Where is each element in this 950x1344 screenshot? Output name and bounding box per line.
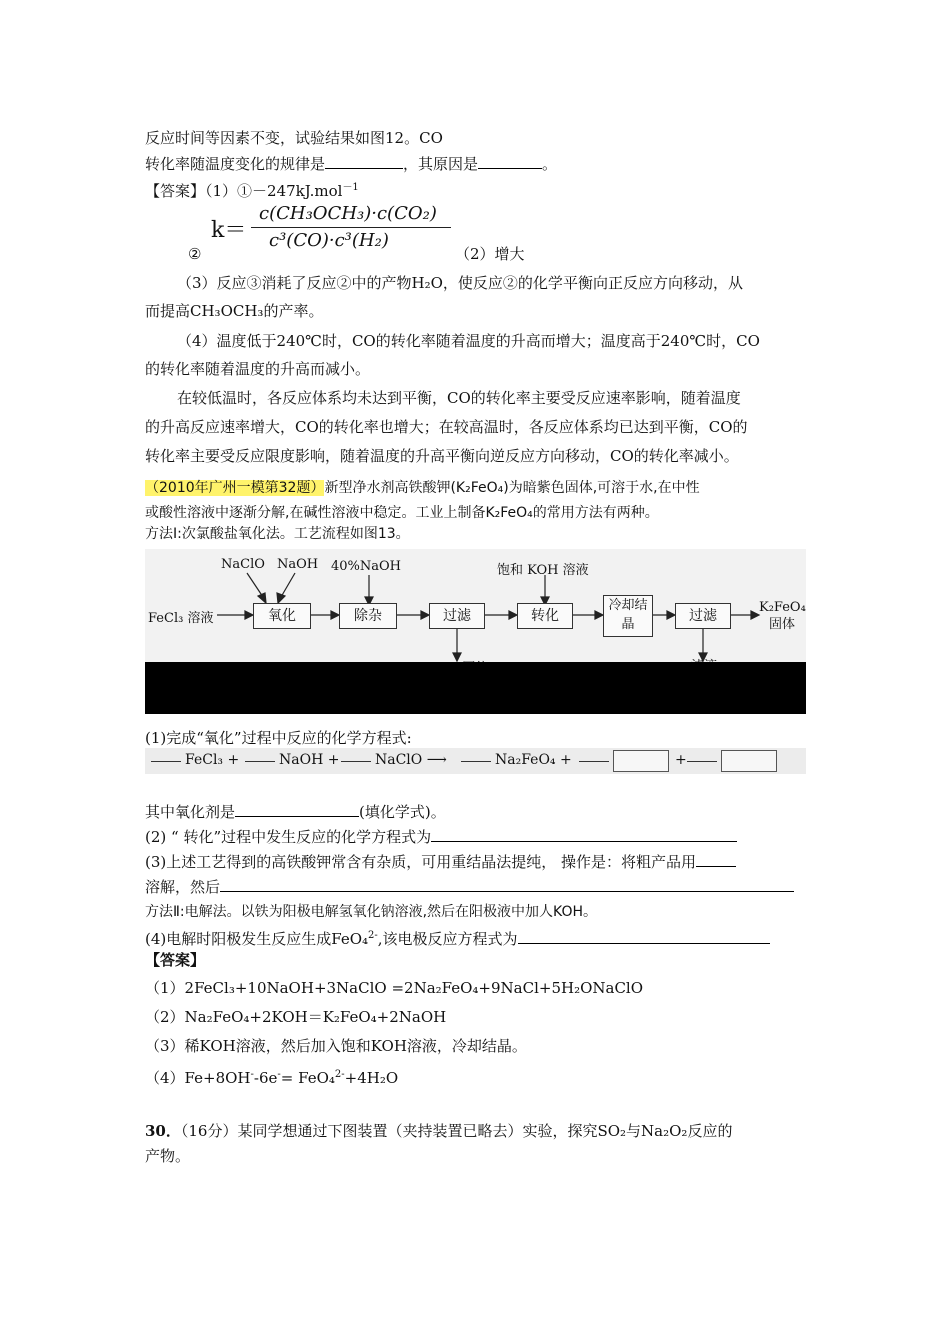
question-30-line-1 <box>145 1121 732 1141</box>
para-3a: （3）反应③消耗了反应②中的产物H₂O，使反应②的化学平衡向正反应方向移动，从 <box>177 274 743 292</box>
coef-blank-3 <box>341 761 371 762</box>
answer-4-sup-1: - <box>250 1069 254 1080</box>
oxidant-line <box>145 802 446 822</box>
sub-question-3b <box>145 877 794 897</box>
para-4a: （4）温度低于240℃时，CO的转化率随着温度的升高而增大；温度高于240℃时，CO <box>177 332 760 350</box>
sub-question-1: (1)完成“氧化”过程中反应的化学方程式: <box>145 729 412 747</box>
solvent-blank[interactable] <box>696 852 736 867</box>
answer-4-b: -6e <box>253 1069 278 1087</box>
k-expression <box>211 203 451 253</box>
answer-4-d: +4H₂O <box>344 1069 399 1087</box>
para-5a: 在较低温时，各反应体系均未达到平衡，CO的转化率主要受反应速率影响，随着温度 <box>177 389 741 407</box>
step-filter-2: 过滤 <box>675 603 731 629</box>
oxidant-text-b: (填化学式)。 <box>359 803 446 821</box>
eq-plus: + <box>675 752 687 768</box>
answers-heading: 【答案】 <box>145 951 206 969</box>
para-5b: 的升高反应速率增大，CO的转化率也增大；在较高温时，各反应体系均已达到平衡，CO的 <box>145 418 748 436</box>
oxidant-text-a: 其中氧化剂是 <box>145 803 236 821</box>
eq-term-fecl3: FeCl₃ + <box>185 752 240 768</box>
answer-4-a: （4）Fe+8OH <box>145 1069 251 1087</box>
electrode-blank[interactable] <box>518 929 770 944</box>
sub-question-4-sup: 2- <box>368 930 378 941</box>
answer-2-mark: ② <box>188 245 202 263</box>
sub-question-3b-text: 溶解，然后 <box>145 878 221 896</box>
answer-2-tail: （2）增大 <box>455 245 525 263</box>
procedure-blank[interactable] <box>220 877 794 892</box>
line-2-text-a: 转化率随温度变化的规律是 <box>145 155 326 173</box>
para-3b: 而提高CH₃OCH₃的产率。 <box>145 302 324 320</box>
answer-1 <box>145 178 359 201</box>
para-4b: 的转化率随着温度的升高而减小。 <box>145 360 371 378</box>
line-2-text-c: 。 <box>542 155 558 173</box>
answer-line-4 <box>145 1065 398 1088</box>
coef-blank-5 <box>579 761 609 762</box>
answer-line-3: （3）稀KOH溶液，然后加入饱和KOH溶液，冷却结晶。 <box>145 1037 527 1055</box>
step-conversion: 转化 <box>517 603 573 629</box>
answer-line-1: （1）2FeCl₃+10NaOH+3NaClO =2Na₂FeO₄+9NaCl+5H₂ONaClO <box>145 979 644 997</box>
question-30-text: （16分）某同学想通过下图装置（夹持装置已略去）实验，探究SO₂与Na₂O₂反应的 <box>180 1122 733 1140</box>
input-koh: 饱和 KOH 溶液 <box>497 563 589 578</box>
input-naoh: NaOH <box>277 557 319 572</box>
k-numerator: c(CH₃OCH₃)·c(CO₂) <box>259 203 437 224</box>
k-symbol: k＝ <box>211 218 247 243</box>
question-intro-text: 新型净水剂高铁酸钾(K₂FeO₄)为暗紫色固体,可溶于水,在中性 <box>324 480 700 496</box>
sub-question-2 <box>145 827 737 847</box>
blank-reason <box>478 154 542 169</box>
answer-4-c: = FeO₄ <box>280 1069 335 1087</box>
question-30-line-2: 产物。 <box>145 1147 191 1165</box>
coef-blank-1 <box>151 761 181 762</box>
answer-4-sup-3: 2- <box>334 1069 345 1080</box>
line-2-text-b: ，其原因是 <box>403 155 479 173</box>
input-naoh-40: 40%NaOH <box>331 559 402 574</box>
line-1: 反应时间等因素不变，试验结果如图12。CO <box>145 129 443 147</box>
feed-fecl3: FeCl₃ 溶液 <box>148 611 214 626</box>
eq-term-na2feo4: Na₂FeO₄ + <box>495 752 572 768</box>
sub-question-3a <box>145 852 736 872</box>
eq-term-naoh: NaOH + <box>279 752 340 768</box>
product-k2feo4: K₂FeO₄ 固体 <box>759 600 806 632</box>
method-2-line: 方法Ⅱ:电解法。以铁为阳极电解氢氧化钠溶液,然后在阳极液中加人KOH。 <box>145 904 598 920</box>
process-flow-diagram <box>145 549 806 714</box>
question-line-2: 或酸性溶液中逐渐分解,在碱性溶液中稳定。工业上制备K₂FeO₄的常用方法有两种。 <box>145 505 659 521</box>
question-30-number: 30． <box>145 1122 181 1140</box>
question-intro <box>145 478 700 498</box>
redacted-bar <box>145 662 806 714</box>
answer-4-sup-2: - <box>277 1069 281 1080</box>
answer-1-sup: －1 <box>342 182 359 193</box>
product-box-2[interactable] <box>721 750 777 772</box>
step-filter-1: 过滤 <box>429 603 485 629</box>
equation-strip <box>145 748 806 774</box>
coef-blank-2 <box>245 761 275 762</box>
fraction-bar <box>251 227 451 228</box>
sub-question-4 <box>145 926 770 949</box>
k-denominator: c³(CO)·c³(H₂) <box>269 230 389 251</box>
coef-blank-6 <box>687 761 717 762</box>
sub-question-4-text-b: ,该电极反应方程式为 <box>377 930 518 948</box>
product-box-1[interactable] <box>613 750 669 772</box>
blank-rule <box>325 154 403 169</box>
sub-question-4-text-a: (4)电解时阳极发生反应生成FeO₄ <box>145 930 369 948</box>
method-1-line: 方法Ⅰ:次氯酸盐氧化法。工艺流程如图13。 <box>145 526 410 542</box>
eq-term-naclo: NaClO ⟶ <box>375 752 447 768</box>
sub-question-2-text: (2) “ 转化”过程中发生反应的化学方程式为 <box>145 828 432 846</box>
para-5c: 转化率主要受反应限度影响，随着温度的升高平衡向逆反应方向移动，CO的转化率减小。 <box>145 447 739 465</box>
sub-question-2-blank[interactable] <box>431 827 737 842</box>
step-cool-crystallize: 冷却结晶 <box>603 595 653 637</box>
line-2 <box>145 154 557 174</box>
step-impurity-removal: 除杂 <box>339 603 397 629</box>
answer-line-2: （2）Na₂FeO₄+2KOH＝K₂FeO₄+2NaOH <box>145 1008 447 1026</box>
step-oxidation: 氧化 <box>253 603 311 629</box>
answer-1-text: 【答案】（1）①－247kJ.mol <box>145 182 343 200</box>
coef-blank-4 <box>461 761 491 762</box>
input-naclo: NaClO <box>221 557 265 572</box>
question-source-tag: （2010年广州一模第32题） <box>145 480 325 496</box>
sub-question-3a-text: (3)上述工艺得到的高铁酸钾常含有杂质，可用重结晶法提纯， 操作是：将粗产品用 <box>145 853 697 871</box>
oxidant-blank[interactable] <box>235 802 359 817</box>
